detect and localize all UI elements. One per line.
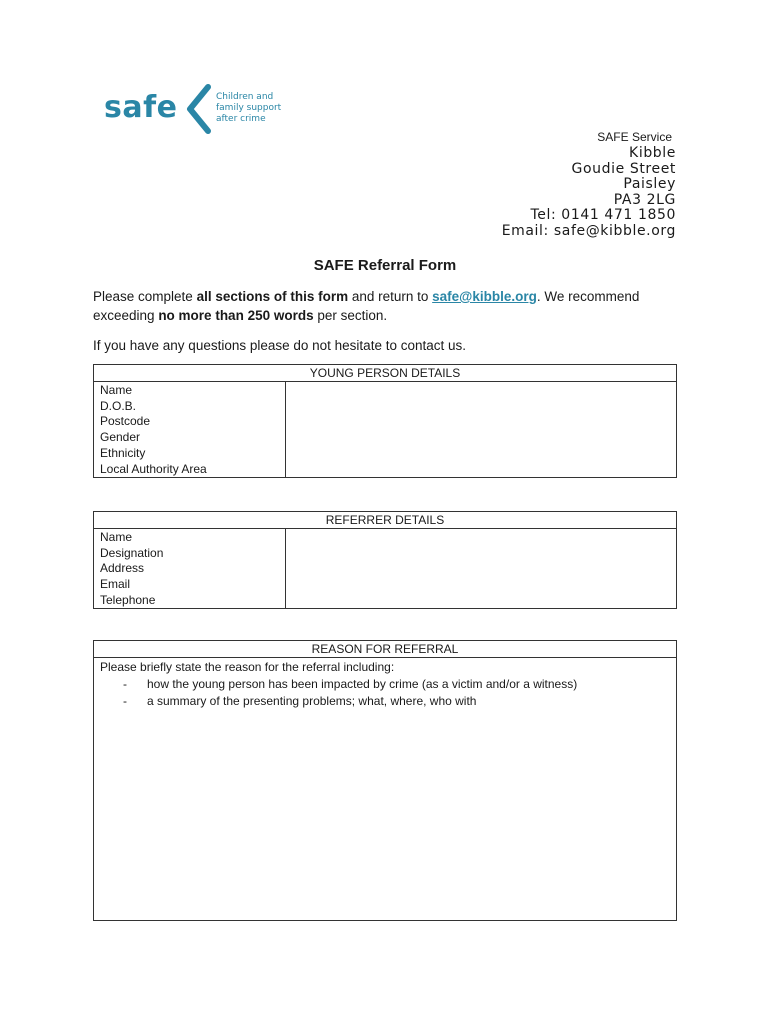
field-label-name: Name <box>94 529 286 545</box>
logo-tagline-line: family support <box>216 103 282 113</box>
address-block <box>502 130 676 240</box>
list-item: - how the young person has been impacted by crime (as a victim and/or a witness) <box>117 676 676 693</box>
field-label-ethnicity: Ethnicity <box>94 445 286 461</box>
address-line: Paisley <box>623 176 676 193</box>
field-label-email: Email <box>94 576 286 592</box>
address-line: PA3 2LG <box>613 191 676 208</box>
logo-wordmark: safe <box>104 90 178 125</box>
referrer-name-input-cell[interactable] <box>286 529 677 545</box>
local-authority-input-cell[interactable] <box>286 461 677 477</box>
name-input-cell[interactable] <box>286 382 677 398</box>
referrer-header: REFERRER DETAILS <box>94 512 677 529</box>
field-label-postcode: Postcode <box>94 414 286 430</box>
telephone-input-cell[interactable] <box>286 592 677 608</box>
field-label-gender: Gender <box>94 429 286 445</box>
logo-tagline-line: Children and <box>216 92 274 102</box>
field-label-address: Address <box>94 561 286 577</box>
field-label-telephone: Telephone <box>94 592 286 608</box>
young-person-header: YOUNG PERSON DETAILS <box>94 365 677 382</box>
gender-input-cell[interactable] <box>286 429 677 445</box>
contact-paragraph: If you have any questions please do not hesitate to contact us. <box>93 338 466 353</box>
field-label-name: Name <box>94 382 286 398</box>
field-label-dob: D.O.B. <box>94 398 286 414</box>
intro-text: and return to <box>348 289 433 304</box>
address-input-cell[interactable] <box>286 561 677 577</box>
intro-text: . We recommend exceeding <box>93 289 640 323</box>
postcode-input-cell[interactable] <box>286 414 677 430</box>
ethnicity-input-cell[interactable] <box>286 445 677 461</box>
safe-logo <box>104 84 294 134</box>
dob-input-cell[interactable] <box>286 398 677 414</box>
designation-input-cell[interactable] <box>286 545 677 561</box>
service-label: SAFE Service <box>597 130 672 144</box>
intro-text: per section. <box>313 308 388 323</box>
email-line: Email: safe@kibble.org <box>501 222 676 239</box>
intro-paragraph <box>93 287 683 325</box>
phone-line: Tel: 0141 471 1850 <box>530 207 676 224</box>
address-line: Goudie Street <box>571 160 676 177</box>
young-person-table <box>93 364 677 478</box>
reason-instructions: Please briefly state the reason for the referral including: <box>100 660 395 674</box>
reason-bullets <box>94 676 676 709</box>
intro-text: Please complete <box>93 289 197 304</box>
reason-for-referral-box[interactable] <box>93 640 677 921</box>
field-label-designation: Designation <box>94 545 286 561</box>
logo-tagline <box>216 92 281 125</box>
intro-emphasis: all sections of this form <box>196 289 349 304</box>
email-link[interactable]: safe@kibble.org <box>432 289 537 304</box>
reason-header: REASON FOR REFERRAL <box>94 641 676 658</box>
email-input-cell[interactable] <box>286 576 677 592</box>
page-title: SAFE Referral Form <box>313 257 457 274</box>
address-line: Kibble <box>629 145 676 161</box>
logo-tagline-line: after crime <box>216 114 266 124</box>
intro-emphasis: no more than 250 words <box>158 308 314 323</box>
field-label-local-authority: Local Authority Area <box>94 461 286 477</box>
list-item: - a summary of the presenting problems; what, where, who with <box>117 693 676 710</box>
chevron-left-icon <box>178 84 212 134</box>
referrer-table <box>93 511 677 609</box>
